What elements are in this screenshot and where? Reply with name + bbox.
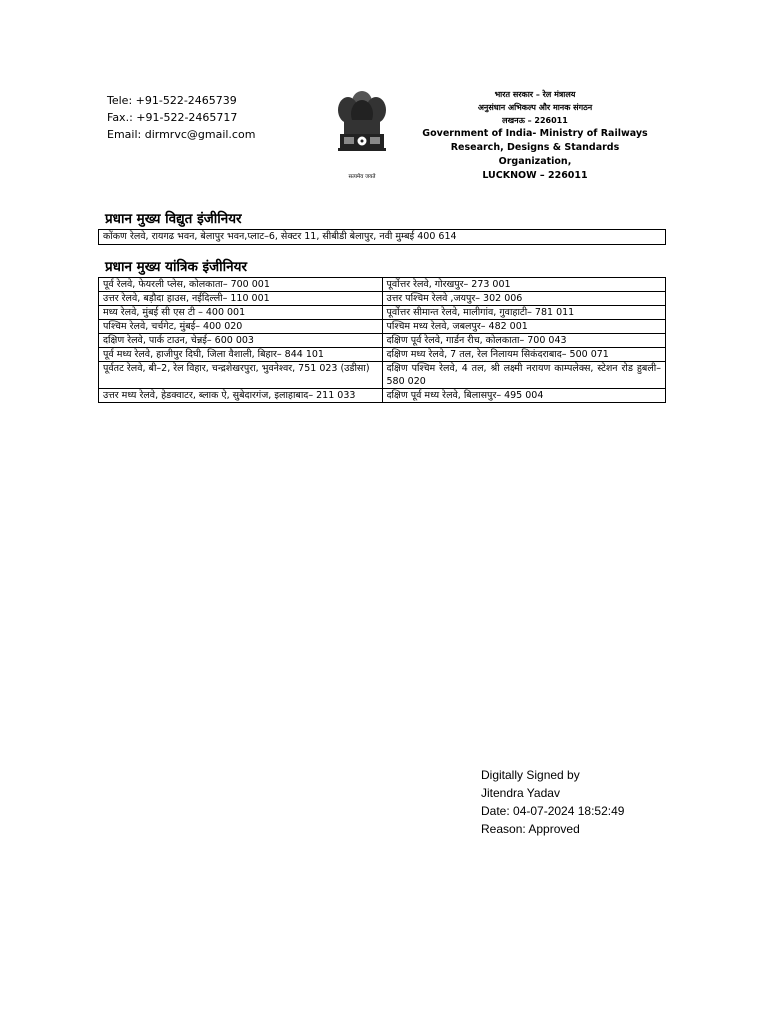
table-cell: उत्तर मध्य रेलवे, हेडक्वाटर, ब्लाक ऐ, सुबेदारगंज, इलाहाबाद– 211 033 bbox=[99, 389, 383, 403]
table-cell: पूर्वोत्तर सीमान्त रेलवे, मालीगांव, गुवाहाटी– 781 011 bbox=[382, 306, 666, 320]
signature-line1: Digitally Signed by bbox=[481, 768, 580, 782]
table-row bbox=[99, 348, 666, 362]
organization-block bbox=[420, 88, 650, 183]
table-row bbox=[99, 278, 666, 292]
table-row bbox=[99, 292, 666, 306]
contact-block bbox=[107, 92, 255, 143]
org-english-line3: LUCKNOW – 226011 bbox=[482, 170, 588, 181]
table-row bbox=[99, 320, 666, 334]
section1-heading: प्रधान मुख्य विद्युत इंजीनियर bbox=[105, 211, 242, 227]
signature-date: Date: 04-07-2024 18:52:49 bbox=[481, 804, 625, 818]
org-hindi-line3: लखनऊ – 226011 bbox=[502, 116, 568, 125]
signature-reason: Reason: Approved bbox=[481, 822, 580, 836]
section2-heading: प्रधान मुख्य यांत्रिक इंजीनियर bbox=[105, 259, 247, 275]
signature-name: Jitendra Yadav bbox=[481, 786, 560, 800]
table-cell: दक्षिण पूर्व रेलवे, गार्डन रीच, कोलकाता– 700 043 bbox=[382, 334, 666, 348]
section1-address-table bbox=[98, 229, 666, 245]
table-cell: पूर्व रेलवे, फेयरली प्लेस, कोलकाता– 700 001 bbox=[99, 278, 383, 292]
org-english-line2: Research, Designs & Standards Organization, bbox=[450, 142, 620, 167]
table-row bbox=[99, 306, 666, 320]
table-cell: पश्चिम रेलवे, चर्चगेट, मुंबई– 400 020 bbox=[99, 320, 383, 334]
table-cell: दक्षिण पूर्व मध्य रेलवे, बिलासपुर– 495 004 bbox=[382, 389, 666, 403]
table-cell: उत्तर रेलवे, बड़ौदा हाउस, नईदिल्ली– 110 001 bbox=[99, 292, 383, 306]
table-cell: मध्य रेलवे, मुंबई सी एस टी – 400 001 bbox=[99, 306, 383, 320]
table-cell: उत्तर पश्चिम रेलवे ,जयपुर– 302 006 bbox=[382, 292, 666, 306]
table-cell: पूर्वोत्तर रेलवे, गोरखपुर– 273 001 bbox=[382, 278, 666, 292]
email-address: Email: dirmrvc@gmail.com bbox=[107, 128, 256, 141]
digital-signature-block bbox=[481, 766, 624, 838]
section2-address-table bbox=[98, 277, 666, 403]
table-cell: दक्षिण पश्चिम रेलवे, 4 तल, श्री लक्ष्मी नरायण काम्पलेक्स, स्टेशन रोड हुबली– 580 020 bbox=[382, 362, 666, 389]
table-row bbox=[99, 230, 666, 245]
table-cell: कोंकण रेलवे, रायगढ भवन, बेलापुर भवन,प्लाट–6, सेक्टर 11, सीबीडी बेलापुर, नवी मुम्बई 400 614 bbox=[99, 230, 666, 245]
national-emblem-icon bbox=[330, 88, 394, 180]
org-hindi-line1: भारत सरकार – रेल मंत्रालय bbox=[494, 90, 576, 99]
table-row bbox=[99, 389, 666, 403]
table-cell: दक्षिण मध्य रेलवे, 7 तल, रेल निलायम सिकंदराबाद– 500 071 bbox=[382, 348, 666, 362]
tele-number: Tele: +91-522-2465739 bbox=[107, 94, 237, 107]
fax-number: Fax.: +91-522-2465717 bbox=[107, 111, 238, 124]
table-row bbox=[99, 362, 666, 389]
emblem-motto: सत्यमेव जयते bbox=[348, 174, 376, 180]
table-cell: पश्चिम मध्य रेलवे, जबलपुर– 482 001 bbox=[382, 320, 666, 334]
table-cell: पूर्वतट रेलवे, बी–2, रेल विहार, चन्द्रशेखरपुरा, भुवनेश्वर, 751 023 (उडीसा) bbox=[99, 362, 383, 389]
org-hindi-line2: अनुसंधान अभिकल्प और मानक संगठन bbox=[477, 103, 593, 112]
table-cell: दक्षिण रेलवे, पार्क टाउन, चेन्नई– 600 003 bbox=[99, 334, 383, 348]
org-english-line1: Government of India- Ministry of Railways bbox=[422, 128, 648, 139]
table-cell: पूर्व मध्य रेलवे, हाजीपुर दिघी, जिला वैशाली, बिहार– 844 101 bbox=[99, 348, 383, 362]
table-row bbox=[99, 334, 666, 348]
